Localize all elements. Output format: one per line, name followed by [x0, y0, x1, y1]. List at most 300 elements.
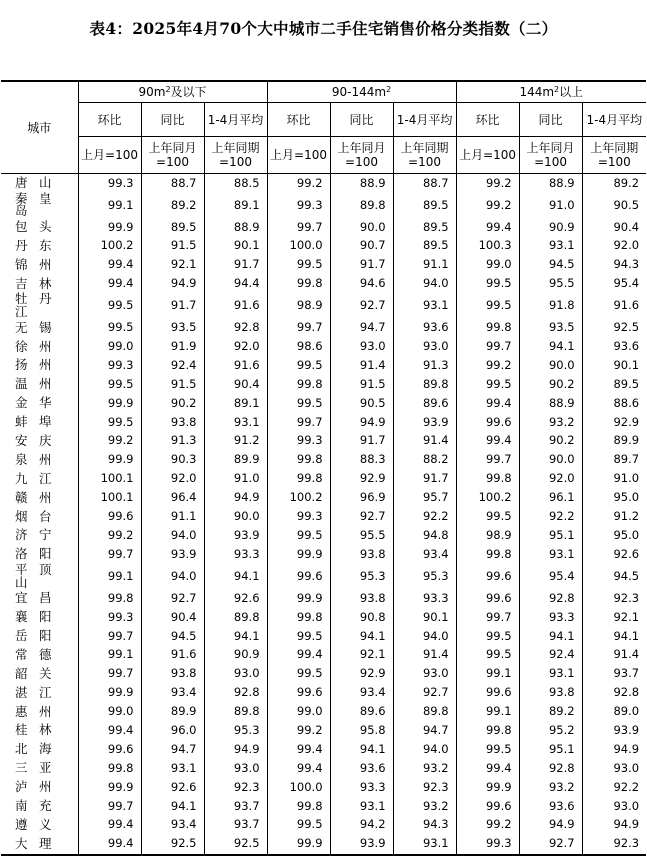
sub-header-mom: 环比	[78, 103, 141, 137]
index-value: 89.5	[393, 218, 456, 237]
base-header-same-period: 上年同期=100	[393, 137, 456, 174]
city-name: 南充	[15, 798, 52, 814]
table-row	[1, 721, 646, 740]
city-name: 北海	[15, 741, 52, 757]
base-header-last-month: 上月=100	[267, 137, 330, 174]
index-value: 90.8	[330, 608, 393, 627]
city-name: 遵义	[15, 816, 52, 832]
index-value: 94.2	[330, 816, 393, 835]
index-value: 93.3	[519, 608, 582, 627]
index-value: 90.4	[204, 375, 267, 394]
index-value: 93.4	[393, 545, 456, 564]
index-value: 99.5	[267, 356, 330, 375]
index-value: 99.5	[267, 816, 330, 835]
index-value: 92.9	[330, 470, 393, 489]
index-value: 99.5	[78, 375, 141, 394]
city-name: 襄阳	[15, 609, 52, 625]
index-value: 89.5	[582, 375, 646, 394]
index-value: 100.2	[78, 237, 141, 256]
index-value: 92.1	[582, 608, 646, 627]
index-value: 91.4	[582, 646, 646, 665]
index-value: 93.5	[519, 318, 582, 337]
index-value: 91.6	[204, 356, 267, 375]
city-name: 安庆	[15, 432, 52, 448]
city-name: 无锡	[15, 319, 52, 335]
index-value: 99.7	[267, 413, 330, 432]
index-value: 93.0	[204, 759, 267, 778]
index-value: 93.0	[393, 337, 456, 356]
index-value: 92.7	[330, 293, 393, 318]
index-value: 95.3	[393, 564, 456, 589]
city-name: 温州	[15, 376, 52, 392]
table-header	[1, 81, 646, 174]
index-value: 99.4	[78, 835, 141, 855]
index-value: 92.2	[393, 507, 456, 526]
index-value: 91.0	[204, 470, 267, 489]
index-value: 99.5	[456, 740, 519, 759]
index-value: 91.7	[204, 256, 267, 275]
index-value: 99.4	[456, 394, 519, 413]
index-value: 93.3	[393, 589, 456, 608]
sub-header-yoy: 同比	[141, 103, 204, 137]
index-value: 99.3	[78, 174, 141, 193]
index-value: 99.3	[267, 193, 330, 218]
index-value: 93.9	[393, 413, 456, 432]
index-value: 99.1	[456, 702, 519, 721]
city-name: 湛江	[15, 684, 52, 700]
index-value: 91.5	[141, 375, 204, 394]
index-value: 99.2	[267, 721, 330, 740]
index-value: 93.8	[141, 413, 204, 432]
table-row	[1, 275, 646, 294]
index-value: 93.9	[582, 721, 646, 740]
index-value: 89.7	[582, 451, 646, 470]
index-value: 99.8	[267, 375, 330, 394]
city-name: 牡丹江	[15, 291, 52, 319]
index-value: 100.3	[456, 237, 519, 256]
index-value: 91.1	[393, 256, 456, 275]
index-value: 94.1	[330, 627, 393, 646]
index-value: 92.2	[519, 507, 582, 526]
index-value: 93.1	[330, 797, 393, 816]
city-name: 大理	[1, 835, 78, 855]
index-value: 95.4	[519, 564, 582, 589]
index-value: 99.5	[456, 375, 519, 394]
index-value: 92.3	[582, 589, 646, 608]
index-value: 99.1	[78, 193, 141, 218]
index-value: 91.8	[519, 293, 582, 318]
city-name: 锦州	[15, 256, 52, 272]
index-value: 89.9	[204, 451, 267, 470]
index-value: 94.1	[582, 627, 646, 646]
table-row	[1, 337, 646, 356]
city-name: 济宁	[15, 527, 52, 543]
index-value: 99.5	[456, 646, 519, 665]
city-name: 吉林	[15, 275, 52, 291]
index-value: 88.9	[204, 218, 267, 237]
index-value: 94.7	[393, 721, 456, 740]
index-value: 93.0	[582, 797, 646, 816]
index-value: 90.2	[519, 432, 582, 451]
sub-header-avg: 1-4月平均	[582, 103, 646, 137]
index-value: 94.1	[141, 797, 204, 816]
index-value: 92.9	[582, 413, 646, 432]
table-row	[1, 507, 646, 526]
city-name: 泉州	[15, 451, 52, 467]
table-row	[1, 451, 646, 470]
index-value: 94.0	[393, 627, 456, 646]
index-value: 93.6	[330, 759, 393, 778]
table-row	[1, 432, 646, 451]
sub-header-avg: 1-4月平均	[204, 103, 267, 137]
index-value: 99.6	[78, 507, 141, 526]
index-value: 93.9	[141, 545, 204, 564]
index-value: 99.0	[78, 702, 141, 721]
index-value: 99.4	[267, 646, 330, 665]
base-header-same-month: 上年同月=100	[519, 137, 582, 174]
index-value: 91.3	[141, 432, 204, 451]
index-value: 89.0	[582, 702, 646, 721]
city-name: 泸州	[15, 779, 52, 795]
index-value: 91.5	[141, 237, 204, 256]
index-value: 99.5	[78, 318, 141, 337]
table-row	[1, 356, 646, 375]
index-value: 99.3	[456, 835, 519, 855]
index-value: 93.2	[519, 778, 582, 797]
index-value: 90.1	[204, 237, 267, 256]
index-value: 93.0	[204, 665, 267, 684]
index-value: 94.1	[330, 740, 393, 759]
index-value: 99.5	[267, 394, 330, 413]
index-value: 99.8	[456, 318, 519, 337]
index-value: 89.6	[330, 702, 393, 721]
index-value: 90.4	[582, 218, 646, 237]
index-value: 88.6	[582, 394, 646, 413]
index-value: 93.0	[330, 337, 393, 356]
index-value: 93.0	[393, 665, 456, 684]
index-value: 92.5	[204, 835, 267, 855]
index-value: 99.2	[456, 193, 519, 218]
city-name: 丹东	[15, 237, 52, 253]
index-value: 93.4	[330, 683, 393, 702]
index-value: 92.6	[204, 589, 267, 608]
index-value: 99.3	[267, 507, 330, 526]
table-row	[1, 702, 646, 721]
index-value: 93.5	[141, 318, 204, 337]
index-value: 94.0	[141, 564, 204, 589]
page-title: 表4：2025年4月70个大中城市二手住宅销售价格分类指数（二）	[89, 19, 558, 38]
table-row	[1, 237, 646, 256]
index-value: 99.6	[267, 564, 330, 589]
table-row	[1, 797, 646, 816]
sub-header-yoy: 同比	[330, 103, 393, 137]
table-row	[1, 526, 646, 545]
index-value: 93.8	[141, 665, 204, 684]
price-index-table	[1, 80, 646, 856]
index-value: 93.9	[330, 835, 393, 855]
table-row	[1, 816, 646, 835]
index-value: 99.5	[267, 627, 330, 646]
city-name: 三亚	[15, 760, 52, 776]
index-value: 93.8	[519, 683, 582, 702]
index-value: 92.0	[519, 470, 582, 489]
index-value: 95.3	[330, 564, 393, 589]
index-value: 91.4	[330, 356, 393, 375]
index-value: 88.9	[330, 174, 393, 193]
index-value: 92.1	[141, 256, 204, 275]
table-row	[1, 589, 646, 608]
index-value: 91.0	[519, 193, 582, 218]
index-value: 93.1	[519, 545, 582, 564]
index-value: 99.8	[267, 797, 330, 816]
city-name: 蚌埠	[15, 414, 52, 430]
index-value: 88.5	[204, 174, 267, 193]
city-name: 宜昌	[15, 590, 52, 606]
index-value: 95.1	[519, 526, 582, 545]
table-row	[1, 174, 646, 193]
index-value: 99.3	[78, 608, 141, 627]
index-value: 93.2	[393, 759, 456, 778]
city-column-header: 城市	[1, 81, 78, 174]
base-header-same-month: 上年同月=100	[141, 137, 204, 174]
index-value: 90.1	[582, 356, 646, 375]
sub-header-mom: 环比	[456, 103, 519, 137]
index-value: 95.0	[582, 526, 646, 545]
city-name: 徐州	[15, 338, 52, 354]
index-value: 93.2	[393, 797, 456, 816]
index-value: 91.0	[582, 470, 646, 489]
index-value: 95.1	[519, 740, 582, 759]
index-value: 99.6	[456, 589, 519, 608]
index-value: 99.4	[456, 218, 519, 237]
table-row	[1, 627, 646, 646]
index-value: 91.4	[393, 646, 456, 665]
index-value: 99.2	[267, 174, 330, 193]
table-row	[1, 740, 646, 759]
index-value: 89.1	[204, 394, 267, 413]
index-value: 89.5	[141, 218, 204, 237]
index-value: 99.8	[456, 721, 519, 740]
city-name: 桂林	[15, 722, 52, 738]
index-value: 94.0	[393, 275, 456, 294]
index-value: 92.0	[582, 237, 646, 256]
table-row	[1, 470, 646, 489]
index-value: 89.8	[330, 193, 393, 218]
index-value: 92.8	[204, 318, 267, 337]
index-value: 93.2	[519, 413, 582, 432]
index-value: 92.2	[582, 778, 646, 797]
index-value: 92.7	[519, 835, 582, 855]
index-value: 99.5	[267, 256, 330, 275]
index-value: 99.8	[267, 451, 330, 470]
index-value: 89.5	[393, 193, 456, 218]
index-value: 92.3	[204, 778, 267, 797]
index-value: 94.5	[519, 256, 582, 275]
index-value: 98.9	[267, 293, 330, 318]
index-value: 92.7	[141, 589, 204, 608]
index-value: 95.4	[582, 275, 646, 294]
index-value: 99.7	[267, 218, 330, 237]
index-value: 90.4	[141, 608, 204, 627]
city-name: 平顶山	[15, 562, 52, 590]
index-value: 90.2	[519, 375, 582, 394]
index-value: 99.9	[267, 589, 330, 608]
table-row	[1, 759, 646, 778]
index-value: 99.2	[78, 432, 141, 451]
index-value: 100.1	[78, 470, 141, 489]
index-value: 93.7	[204, 816, 267, 835]
index-value: 99.6	[456, 683, 519, 702]
index-value: 88.7	[141, 174, 204, 193]
index-value: 90.5	[582, 193, 646, 218]
index-value: 98.9	[456, 526, 519, 545]
index-value: 92.7	[393, 683, 456, 702]
index-value: 93.7	[204, 797, 267, 816]
index-value: 94.9	[204, 740, 267, 759]
index-value: 99.7	[78, 797, 141, 816]
index-value: 99.2	[456, 816, 519, 835]
index-value: 92.8	[582, 683, 646, 702]
index-value: 99.6	[456, 564, 519, 589]
table-row	[1, 318, 646, 337]
index-value: 91.6	[204, 293, 267, 318]
index-value: 91.6	[582, 293, 646, 318]
index-value: 95.5	[330, 526, 393, 545]
index-value: 94.7	[141, 740, 204, 759]
index-value: 94.4	[204, 275, 267, 294]
index-value: 99.9	[78, 683, 141, 702]
index-value: 99.8	[267, 275, 330, 294]
index-value: 89.8	[204, 702, 267, 721]
index-value: 99.7	[456, 608, 519, 627]
index-value: 89.2	[582, 174, 646, 193]
index-value: 93.1	[519, 665, 582, 684]
index-value: 92.5	[582, 318, 646, 337]
index-value: 91.6	[141, 646, 204, 665]
index-value: 96.9	[330, 488, 393, 507]
index-value: 92.3	[582, 835, 646, 855]
city-name: 惠州	[15, 703, 52, 719]
index-value: 94.9	[582, 816, 646, 835]
index-value: 90.0	[330, 218, 393, 237]
sub-header-avg: 1-4月平均	[393, 103, 456, 137]
index-value: 92.3	[393, 778, 456, 797]
city-name: 赣州	[15, 489, 52, 505]
table-row	[1, 564, 646, 589]
index-value: 89.8	[393, 375, 456, 394]
index-value: 99.4	[78, 721, 141, 740]
index-value: 99.7	[78, 627, 141, 646]
index-value: 99.5	[456, 275, 519, 294]
city-name: 韶关	[15, 665, 52, 681]
index-value: 93.4	[141, 816, 204, 835]
index-value: 100.1	[78, 488, 141, 507]
index-value: 94.8	[393, 526, 456, 545]
index-value: 91.7	[393, 470, 456, 489]
index-value: 99.5	[456, 507, 519, 526]
index-value: 93.6	[393, 318, 456, 337]
index-value: 90.1	[393, 608, 456, 627]
index-value: 94.1	[204, 564, 267, 589]
index-value: 94.9	[204, 488, 267, 507]
index-value: 91.7	[330, 256, 393, 275]
index-value: 99.9	[78, 218, 141, 237]
city-name: 烟台	[15, 508, 52, 524]
index-value: 88.9	[519, 174, 582, 193]
index-value: 95.7	[393, 488, 456, 507]
city-name: 岳阳	[15, 628, 52, 643]
index-value: 93.8	[330, 589, 393, 608]
table-body	[1, 174, 646, 855]
index-value: 94.1	[204, 627, 267, 646]
index-value: 92.0	[141, 470, 204, 489]
index-value: 99.5	[78, 413, 141, 432]
index-value: 93.3	[330, 778, 393, 797]
group-header-under-90: $90m^2$及以下	[78, 81, 267, 103]
index-value: 90.2	[141, 394, 204, 413]
index-value: 99.9	[78, 394, 141, 413]
index-value: 99.4	[456, 432, 519, 451]
table-row	[1, 488, 646, 507]
table-row	[1, 545, 646, 564]
index-value: 99.2	[456, 356, 519, 375]
index-value: 99.7	[78, 665, 141, 684]
index-value: 90.9	[519, 218, 582, 237]
index-value: 95.2	[519, 721, 582, 740]
index-value: 99.4	[456, 759, 519, 778]
index-value: 89.5	[393, 237, 456, 256]
index-value: 99.3	[267, 432, 330, 451]
index-value: 99.8	[78, 589, 141, 608]
index-value: 89.9	[141, 702, 204, 721]
index-value: 94.7	[330, 318, 393, 337]
index-value: 96.0	[141, 721, 204, 740]
index-value: 99.9	[456, 778, 519, 797]
index-value: 94.0	[393, 740, 456, 759]
index-value: 99.3	[78, 356, 141, 375]
index-value: 99.4	[78, 256, 141, 275]
index-value: 99.7	[456, 451, 519, 470]
index-value: 93.4	[141, 683, 204, 702]
index-value: 99.8	[456, 545, 519, 564]
index-value: 91.1	[141, 507, 204, 526]
index-value: 99.8	[78, 759, 141, 778]
index-value: 100.2	[267, 488, 330, 507]
index-value: 94.9	[330, 413, 393, 432]
index-value: 88.3	[330, 451, 393, 470]
index-value: 93.1	[204, 413, 267, 432]
index-value: 95.5	[519, 275, 582, 294]
index-value: 99.8	[267, 608, 330, 627]
index-value: 99.5	[456, 293, 519, 318]
index-value: 94.3	[582, 256, 646, 275]
index-value: 93.7	[582, 665, 646, 684]
index-value: 92.6	[141, 778, 204, 797]
index-value: 94.5	[582, 564, 646, 589]
table-row	[1, 394, 646, 413]
index-value: 94.0	[141, 526, 204, 545]
index-value: 91.2	[204, 432, 267, 451]
index-value: 91.2	[582, 507, 646, 526]
city-name: 包头	[15, 219, 52, 235]
table-row	[1, 413, 646, 432]
base-header-same-period: 上年同期=100	[582, 137, 646, 174]
index-value: 96.1	[519, 488, 582, 507]
index-value: 99.4	[267, 740, 330, 759]
index-value: 100.2	[456, 488, 519, 507]
index-value: 92.4	[519, 646, 582, 665]
index-value: 94.9	[582, 740, 646, 759]
